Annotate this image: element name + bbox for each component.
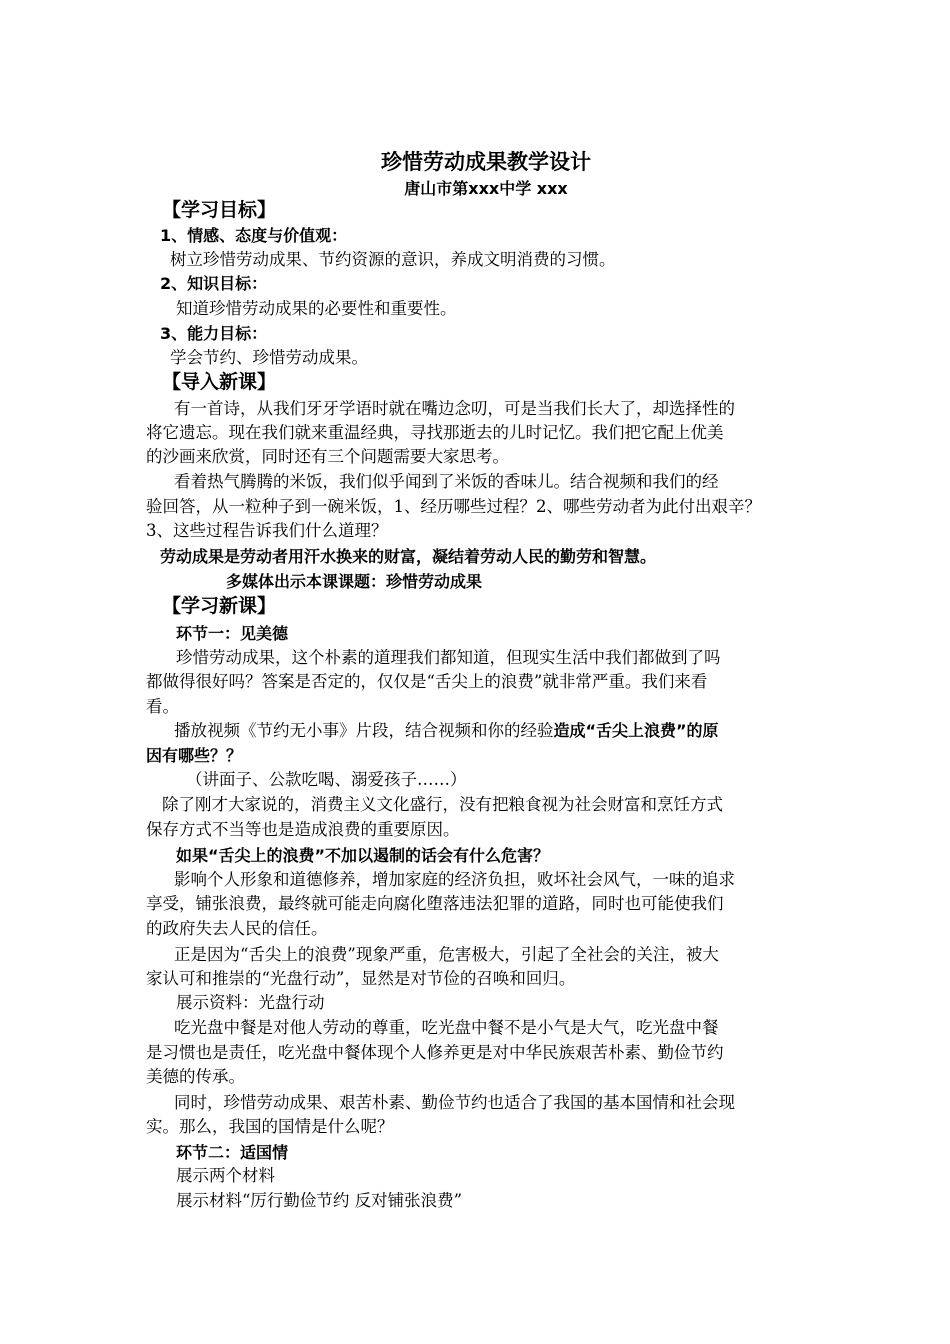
paragraph-line: 都做得很好吗？答案是否定的，仅仅是“舌尖上的浪费”就非常严重。我们来看 [146, 672, 708, 691]
paragraph-line: 播放视频《节约无小事》片段，结合视频和你的经验造成“舌尖上浪费”的原 [174, 721, 719, 740]
paragraph-line: 知道珍惜劳动成果的必要性和重要性。 [176, 299, 457, 318]
document-subtitle: 唐山市第xxx中学 xxx [404, 179, 568, 198]
subheading-emotion: 1、情感、态度与价值观： [160, 226, 348, 245]
key-statement: 劳动成果是劳动者用汗水换来的财富，凝结着劳动人民的勤劳和智慧。 [160, 547, 657, 566]
question-bold-continued: 因有哪些？？ [146, 746, 243, 765]
paragraph-line: 将它遗忘。现在我们就来重温经典，寻找那逝去的儿时记忆。我们把它配上优美 [146, 423, 724, 442]
paragraph-line: 验回答，从一粒种子到一碗米饭，1、经历哪些过程？2、哪些劳动者为此付出艰辛？ [146, 497, 761, 516]
paragraph-line: 家认可和推崇的“光盘行动”，显然是对节俭的召唤和回归。 [146, 969, 576, 988]
paragraph-line: 美德的传承。 [146, 1067, 245, 1086]
subheading-part-two: 环节二：适国情 [176, 1143, 289, 1162]
paragraph-line: 同时，珍惜劳动成果、艰苦朴素、勤俭节约也适合了我国的基本国情和社会现 [174, 1093, 735, 1112]
section-heading-goals: 【学习目标】 [162, 199, 277, 221]
subheading-ability: 3、能力目标： [160, 324, 268, 343]
paragraph-line: 的沙画来欣赏，同时还有三个问题需要大家思考。 [146, 447, 509, 466]
question-bold: 造成“舌尖上浪费”的原 [553, 721, 719, 740]
paragraph-line: 正是因为“舌尖上的浪费”现象严重，危害极大，引起了全社会的关注，被大 [174, 945, 719, 964]
paragraph-line: （讲面子、公款吃喝、溺爱孩子……） [186, 770, 467, 789]
paragraph-line: 学会节约、珍惜劳动成果。 [170, 348, 368, 367]
paragraph-line: 3、这些过程告诉我们什么道理？ [146, 521, 388, 540]
subheading-knowledge: 2、知识目标： [160, 274, 268, 293]
paragraph-line: 吃光盘中餐是对他人劳动的尊重，吃光盘中餐不是小气是大气，吃光盘中餐 [174, 1018, 719, 1037]
paragraph-line: 保存方式不当等也是造成浪费的重要原因。 [146, 820, 460, 839]
section-heading-new-lesson: 【学习新课】 [162, 595, 277, 617]
paragraph-line: 是习惯也是责任，吃光盘中餐体现个人修养更是对中华民族艰苦朴素、勤俭节约 [146, 1043, 724, 1062]
paragraph-line: 树立珍惜劳动成果、节约资源的意识，养成文明消费的习惯。 [170, 250, 616, 269]
question-harm: 如果“舌尖上的浪费”不加以遏制的话会有什么危害？ [176, 846, 550, 865]
section-heading-intro: 【导入新课】 [162, 371, 277, 393]
paragraph-line: 展示两个材料 [176, 1166, 275, 1185]
lesson-topic: 多媒体出示本课课题：珍惜劳动成果 [226, 572, 483, 591]
paragraph-line: 有一首诗，从我们牙牙学语时就在嘴边念叨，可是当我们长大了，却选择性的 [174, 399, 735, 418]
paragraph-line: 展示材料“厉行勤俭节约 反对铺张浪费” [176, 1191, 463, 1210]
paragraph-line: 实。那么，我国的国情是什么呢？ [146, 1117, 394, 1136]
document-title: 珍惜劳动成果教学设计 [381, 150, 591, 174]
paragraph-line: 珍惜劳动成果，这个朴素的道理我们都知道，但现实生活中我们都做到了吗 [176, 648, 721, 667]
paragraph-line: 影响个人形象和道德修养，增加家庭的经济负担，败坏社会风气，一味的追求 [174, 870, 735, 889]
paragraph-line: 享受，铺张浪费，最终就可能走向腐化堕落违法犯罪的道路，同时也可能使我们 [146, 894, 724, 913]
paragraph-line: 的政府失去人民的信任。 [146, 919, 328, 938]
subheading-part-one: 环节一：见美德 [176, 624, 289, 643]
paragraph-line: 展示资料：光盘行动 [176, 993, 325, 1012]
paragraph-line: 看。 [146, 697, 179, 716]
paragraph-line: 看着热气腾腾的米饭，我们似乎闻到了米饭的香味儿。结合视频和我们的经 [174, 472, 719, 491]
paragraph-line: 除了刚才大家说的，消费主义文化盛行，没有把粮食视为社会财富和烹饪方式 [162, 795, 723, 814]
